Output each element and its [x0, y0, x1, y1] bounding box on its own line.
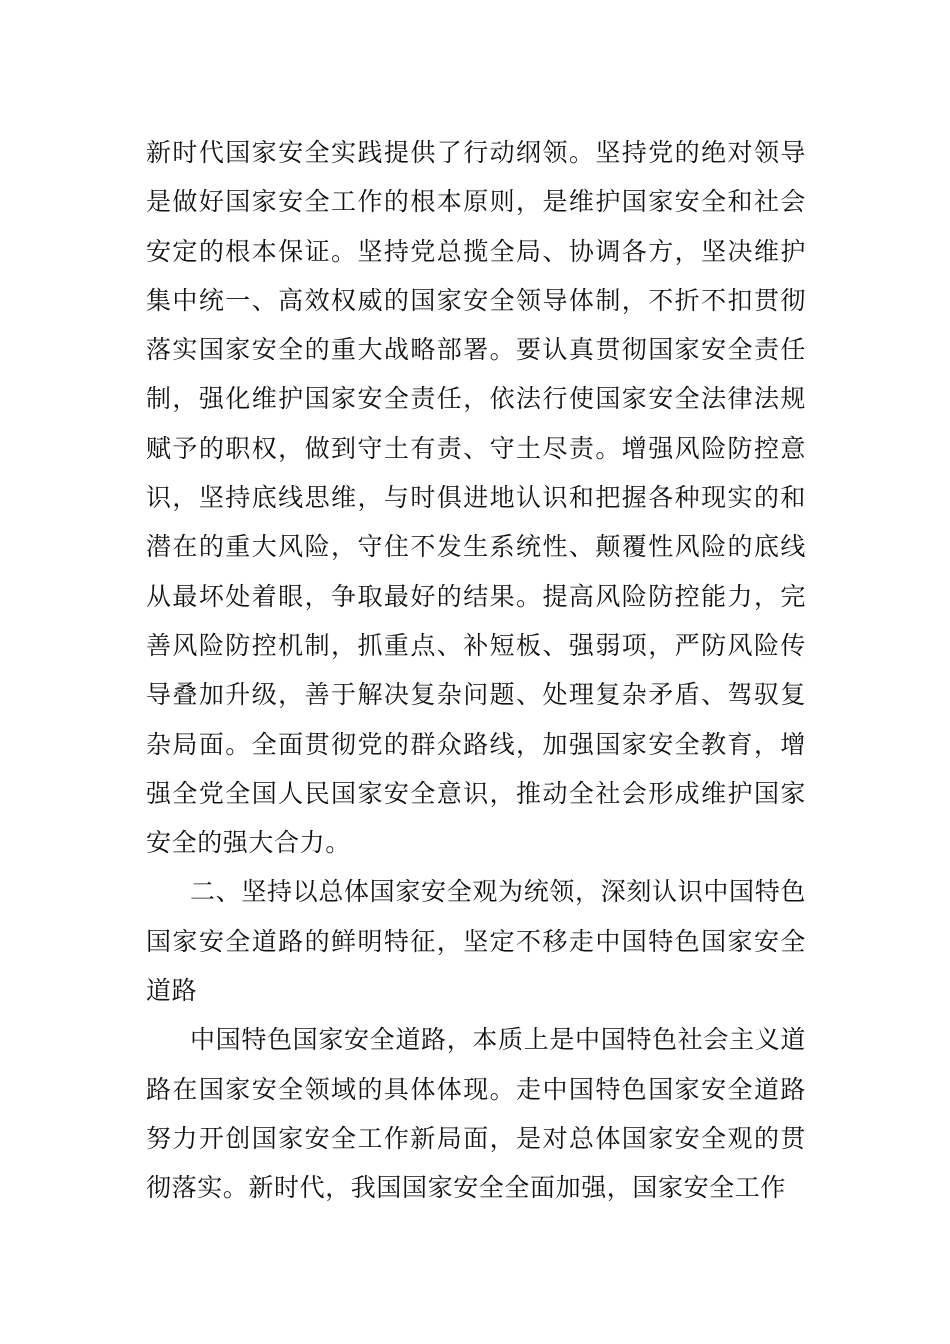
paragraph-security-road: 中国特色国家安全道路，本质上是中国特色社会主义道路在国家安全领域的具体体现。走中国特色国家安全道路努力开创国家安全工作新局面，是对总体国家安全观的贯彻落实。新时代，我国国家安全全面加强，国家安全工作	[146, 1025, 806, 1203]
paragraph-leadership: 新时代国家安全实践提供了行动纲领。坚持党的绝对领导是做好国家安全工作的根本原则，是维护国家安全和社会安定的根本保证。坚持党总揽全局、协调各方，坚决维护集中统一、高效权威的国家安全领导体制，不折不扣贯彻落实国家安全的重大战略部署。要认真贯彻国家安全责任制，强化维护国家安全责任，依法行使国家安全法律法规赋予的职权，做到守土有责、守土尽责。增强风险防控意识，坚持底线思维，与时俱进地认识和把握各种现实的和潜在的重大风险，守住不发生系统性、颠覆性风险的底线从最坏处着眼，争取最好的结果。提高风险防控能力，完善风险防控机制，抓重点、补短板、强弱项，严防风险传导叠加升级，善于解决复杂问题、处理复杂矛盾、驾驭复杂局面。全面贯彻党的群众路线，加强国家安全教育，增强全党全国人民国家安全意识，推动全社会形成维护国家安全的强大合力。	[146, 138, 806, 858]
section-heading-two: 二、坚持以总体国家安全观为统领，深刻认识中国特色国家安全道路的鲜明特征，坚定不移走中国特色国家安全道路	[146, 877, 806, 1006]
document-body	[146, 128, 806, 1213]
